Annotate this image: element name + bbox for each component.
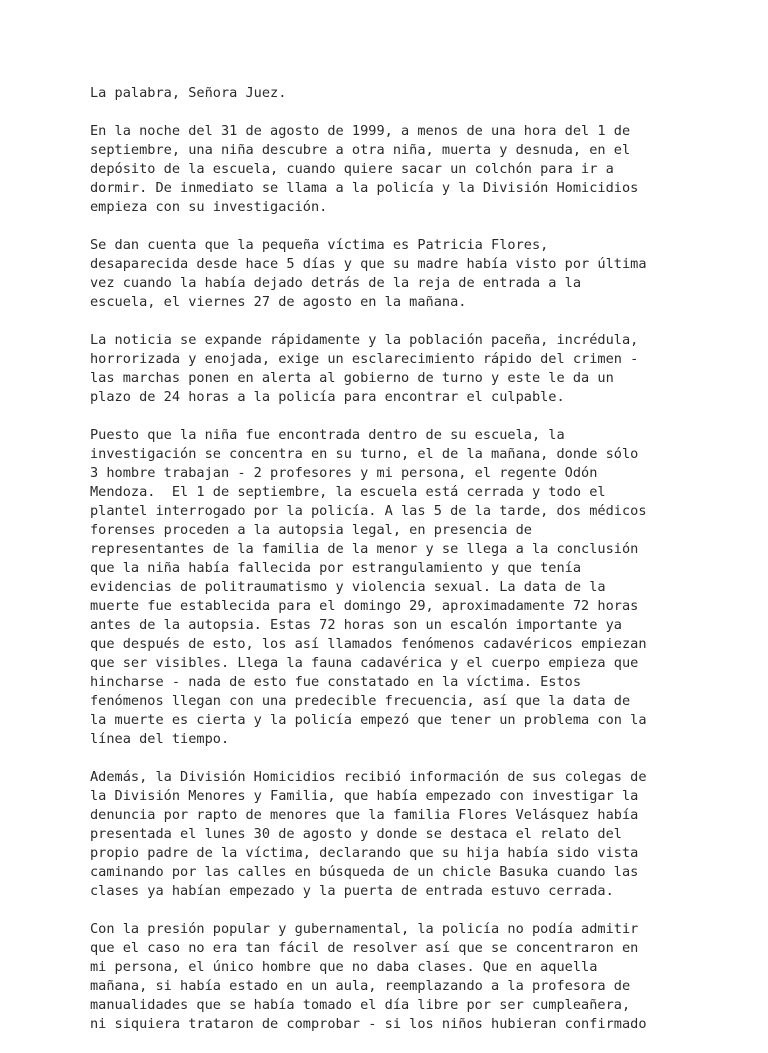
text-line: La noticia se expande rápidamente y la población paceña, incrédula,	[90, 332, 639, 348]
text-line: que la niña había fallecida por estrangulamiento y que tenía	[90, 560, 582, 576]
text-line: muerte fue establecida para el domingo 29, aproximadamente 72 horas	[90, 598, 639, 614]
paragraph-4	[90, 331, 680, 407]
paragraph-2	[90, 122, 680, 217]
text-line: la muerte es cierta y la policía empezó que tener un problema con la	[90, 712, 647, 728]
text-line: manualidades que se había tomado el día libre por ser cumpleañera,	[90, 997, 631, 1013]
paragraph-5	[90, 426, 680, 749]
text-line: evidencias de politraumatismo y violencia sexual. La data de la	[90, 579, 606, 595]
text-line: desaparecida desde hace 5 días y que su madre había visto por última	[90, 256, 647, 272]
document-page	[90, 84, 680, 1053]
text-line: investigación se concentra en su turno, el de la mañana, donde sólo	[90, 446, 639, 462]
text-line: septiembre, una niña descubre a otra niña, muerta y desnuda, en el	[90, 142, 631, 158]
text-line: clases ya habían empezado y la puerta de entrada estuvo cerrada.	[90, 883, 614, 899]
paragraph-1	[90, 84, 680, 103]
text-line: antes de la autopsia. Estas 72 horas son un escalón importante ya	[90, 617, 622, 633]
text-line: denuncia por rapto de menores que la familia Flores Velásquez había	[90, 807, 639, 823]
text-line: la División Menores y Familia, que había empezado con investigar la	[90, 788, 639, 804]
text-line: caminando por las calles en búsqueda de un chicle Basuka cuando las	[90, 864, 639, 880]
text-line: Además, la División Homicidios recibió información de sus colegas de	[90, 769, 647, 785]
text-line: línea del tiempo.	[90, 731, 230, 747]
text-line: Puesto que la niña fue encontrada dentro de su escuela, la	[90, 427, 565, 443]
paragraph-3	[90, 236, 680, 312]
text-line: En la noche del 31 de agosto de 1999, a menos de una hora del 1 de	[90, 123, 631, 139]
text-line: vez cuando la había dejado detrás de la reja de entrada a la	[90, 275, 582, 291]
text-line: La palabra, Señora Juez.	[90, 85, 287, 101]
text-line: que ser visibles. Llega la fauna cadavérica y el cuerpo empieza que	[90, 655, 639, 671]
text-line: mañana, si había estado en un aula, reemplazando a la profesora de	[90, 978, 631, 994]
text-line: plazo de 24 horas a la policía para encontrar el culpable.	[90, 389, 565, 405]
text-line: empieza con su investigación.	[90, 199, 328, 215]
text-line: Mendoza. El 1 de septiembre, la escuela está cerrada y todo el	[90, 484, 606, 500]
text-line: forenses proceden a la autopsia legal, en presencia de	[90, 522, 532, 538]
text-line: que después de esto, los así llamados fenómenos cadavéricos empiezan	[90, 636, 647, 652]
text-line: mi persona, el único hombre que no daba clases. Que en aquella	[90, 959, 598, 975]
text-line: plantel interrogado por la policía. A las 5 de la tarde, dos médicos	[90, 503, 647, 519]
text-line: representantes de la familia de la menor y se llega a la conclusión	[90, 541, 639, 557]
paragraph-6	[90, 768, 680, 901]
text-line: presentada el lunes 30 de agosto y donde se destaca el relato del	[90, 826, 622, 842]
text-line: dormir. De inmediato se llama a la policía y la División Homicidios	[90, 180, 639, 196]
text-line: ni siquiera trataron de comprobar - si los niños hubieran confirmado	[90, 1016, 647, 1032]
text-line: horrorizada y enojada, exige un esclarecimiento rápido del crimen -	[90, 351, 639, 367]
text-line: Se dan cuenta que la pequeña víctima es Patricia Flores,	[90, 237, 549, 253]
paragraph-7	[90, 920, 680, 1034]
text-line: propio padre de la víctima, declarando que su hija había sido vista	[90, 845, 639, 861]
text-line: escuela, el viernes 27 de agosto en la mañana.	[90, 294, 467, 310]
text-line: las marchas ponen en alerta al gobierno de turno y este le da un	[90, 370, 614, 386]
text-line: depósito de la escuela, cuando quiere sacar un colchón para ir a	[90, 161, 614, 177]
text-line: fenómenos llegan con una predecible frecuencia, así que la data de	[90, 693, 631, 709]
text-line: que el caso no era tan fácil de resolver así que se concentraron en	[90, 940, 639, 956]
text-line: Con la presión popular y gubernamental, la policía no podía admitir	[90, 921, 639, 937]
text-line: hincharse - nada de esto fue constatado en la víctima. Estos	[90, 674, 582, 690]
text-line: 3 hombre trabajan - 2 profesores y mi persona, el regente Odón	[90, 465, 598, 481]
